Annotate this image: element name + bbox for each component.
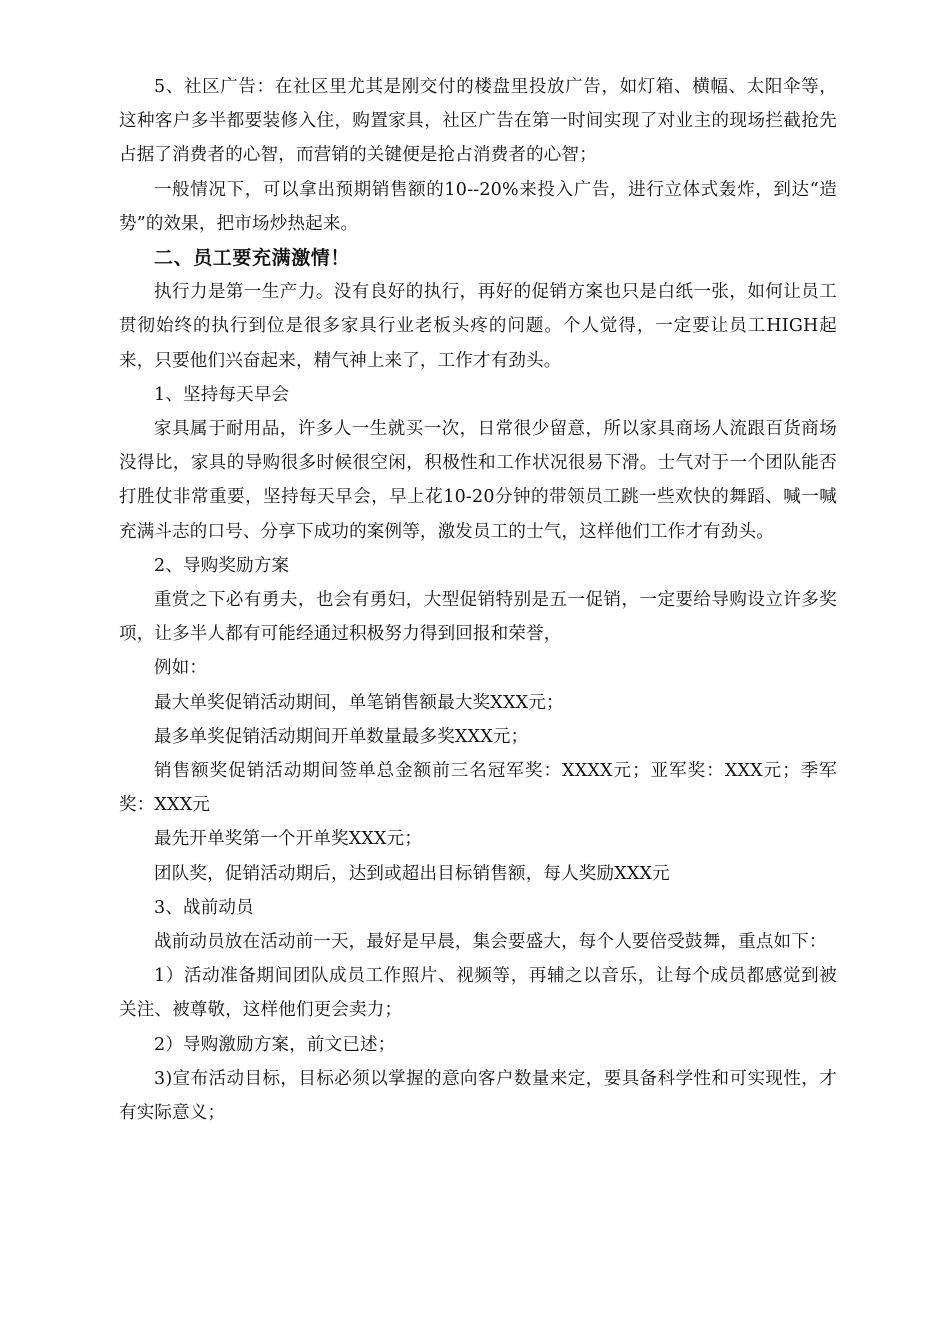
subheading-daily-meeting: 1、坚持每天早会 [154, 384, 290, 405]
list-item-sales-amount: 销售额奖促销活动期间签单总金额前三名冠军奖：XXXX元；亚军奖：XXX元；季军奖：XXX元 [119, 761, 837, 816]
paragraph-mobilization: 战前动员放在活动前一天，最好是早晨，集会要盛大，每个人要倍受鼓舞，重点如下： [154, 932, 827, 953]
list-item-activity-goal: 3)宣布活动目标，目标必须以掌握的意向客户数量来定，要具备科学性和可实现性，才有实际意义； [119, 1068, 837, 1124]
paragraph-execution: 执行力是第一生产力。没有良好的执行，再好的促销方案也只是白纸一张，如何让员工贯彻始终的执行到位是很多家具行业老板头疼的问题。个人觉得，一定要让员工HIGH起来，只要他们兴奋起来，精气神上来了，工作才有劲头。 [119, 282, 837, 371]
list-item-largest-order: 最大单奖促销活动期间，单笔销售额最大奖XXX元； [154, 692, 564, 713]
section-heading-staff-passion: 二、员工要充满激情！ [154, 247, 351, 270]
paragraph-reward-plan: 重赏之下必有勇夫，也会有勇妇，大型促销特别是五一促销，一定要给导购设立许多奖项，让多半人都有可能经通过积极努力得到回报和荣誉， [119, 590, 837, 645]
list-item-photos-videos: 1）活动准备期间团队成员工作照片、视频等，再辅之以音乐，让每个成员都感觉到被关注、被尊敬，这样他们更会卖力； [119, 966, 837, 1021]
paragraph-ad-budget: 一般情况下，可以拿出预期销售额的10--20%来投入广告，进行立体式轰炸，到达“造势”的效果，把市场炒热起来。 [119, 179, 837, 234]
subheading-mobilization: 3、战前动员 [154, 897, 254, 918]
paragraph-daily-meeting: 家具属于耐用品，许多人一生就买一次，日常很少留意，所以家具商场人流跟百货商场没得比，家具的导购很多时候很空闲，积极性和工作状况很易下滑。士气对于一个团队能否打胜仗非常重要，坚持每天早会，早上花10-20分钟的带领员工跳一些欢快的舞蹈、喊一喊充满斗志的口号、分享下成功的案例等，激发员工的士气，这样他们工作才有劲头。 [119, 419, 837, 542]
subheading-reward-plan: 2、导购奖励方案 [154, 555, 290, 576]
document-page [119, 70, 837, 1130]
list-item-team-award: 团队奖，促销活动期后，达到或超出目标销售额，每人奖励XXX元 [154, 863, 670, 884]
paragraph-example-label: 例如： [154, 658, 208, 679]
list-item-most-orders: 最多单奖促销活动期间开单数量最多奖XXX元； [154, 726, 529, 747]
list-item-first-order: 最先开单奖第一个开单奖XXX元； [154, 829, 423, 850]
list-item-incentive-plan: 2）导购激励方案，前文已述； [154, 1034, 396, 1055]
paragraph-community-ads: 5、社区广告：在社区里尤其是刚交付的楼盘里投放广告，如灯箱、横幅、太阳伞等，这种客户多半都要装修入住，购置家具，社区广告在第一时间实现了对业主的现场拦截抢先占据了消费者的心智，而营销的关键便是抢占消费者的心智； [119, 77, 837, 166]
